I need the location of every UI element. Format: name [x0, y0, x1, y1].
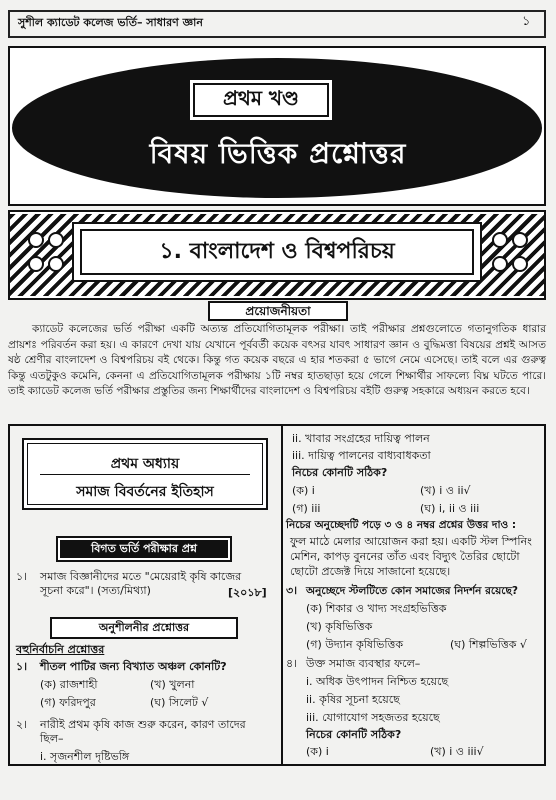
option-ii: ii. খাবার সংগ্রহের দায়িত্ব পালন	[292, 432, 430, 445]
decor-circle	[492, 256, 508, 272]
option-c: (গ) উদ্যান কৃষিভিত্তিক	[306, 638, 404, 651]
option-iii: iii. যোগাযোগ সহজতর হয়েছে	[306, 711, 440, 724]
option-a: (ক) রাজশাহী	[40, 678, 98, 691]
practice-label: অনুশীলনীর প্রশ্নোত্তর	[50, 617, 238, 639]
part-label: প্রথম খণ্ড	[193, 83, 329, 117]
question-number: ২।	[16, 718, 28, 731]
chapter-label: প্রথম অধ্যায়	[110, 456, 180, 472]
need-paragraph: ক্যাডেট কলেজের ভর্তি পরীক্ষা একটি অত্যন্ত প্রতিযোগিতামূলক পরীক্ষা। তাই পরীক্ষার প্রশ্নগুলোতে গতানুগতিক ধারার প্রায়শঃ পরিবর্তন করা হয়। এ কারণে দেখা যায় যেখানে পূর্ববর্তী কয়েক বৎসর যাবৎ সাধারণ জ্ঞান ও বুদ্ধিমত্তা বিষয়ের প্রশ্নই আসত ষষ্ঠ শ্রেণীর বাংলাদেশ ও বিশ্বপরিচয় বই থেকে। কিন্তু গত কয়েক বছরে এ হার শতকরা ৫ ভাগে নেমে এসেছে। তাই বলে এর গুরুত্ব কিন্তু এতটুকুও কমেনি, কেননা এ প্রতিযোগিতামূলক পরীক্ষায় ১টি নম্বর হাতছাড়া হয়ে গেলে শিক্ষার্থীর সাফল্যে বিঘ্ন ঘটতে পারে। তাই ক্যাডেট কলেজ ভর্তি পরীক্ষার প্রস্তুতির জন্য শিক্ষার্থীদের বাংলাদেশ ও বিশ্বপরিচয় বইটি গুরুত্ব সহকারে অধ্যয়ন করতে হবে।	[8, 323, 546, 397]
decor-circle	[28, 256, 44, 272]
column-divider	[281, 426, 283, 766]
option-d: (ঘ) i, ii ও iii	[420, 502, 480, 515]
option-c: (গ) iii	[292, 502, 321, 515]
which-correct: নিচের কোনটি সঠিক?	[292, 466, 388, 479]
option-b: (খ) i ও ii√	[420, 484, 471, 497]
stem-text: ফুল মাঠে মেলার আয়োজন করা হয়। একটি স্টল স্পিনিং মেশিন, কাপড় বুননের তাঁত এবং বিদ্যুৎ তৈরির ছোটো ছোটো প্রজেক্ট দিয়ে সাজানো হয়েছে।	[290, 535, 532, 578]
chapter-title-box	[72, 222, 482, 282]
question-text: নারীই প্রথম কৃষি কাজ শুরু করেন, কারণ তাদের ছিল–	[40, 718, 246, 745]
chapter-name: সমাজ বিবর্তনের ইতিহাস	[76, 484, 214, 500]
section-title: বিষয় ভিত্তিক প্রশ্নোত্তর	[149, 137, 407, 170]
frame-left	[8, 426, 10, 766]
option-d: (ঘ) সিলেট √	[150, 696, 209, 709]
question-text: অনুচ্ছেদে স্টলটিতে কোন সমাজের নিদর্শন রয়েছে?	[306, 585, 518, 597]
option-b: (খ) কৃষিভিত্তিক	[306, 620, 373, 633]
question-number: ১।	[16, 660, 28, 673]
decor-circle	[48, 256, 64, 272]
part-label-box	[188, 78, 334, 122]
question-year: [২০১৮]	[228, 586, 267, 599]
question-number: ১।	[16, 570, 28, 583]
option-d: (ঘ) শিল্পভিত্তিক √	[450, 638, 527, 651]
which-correct: নিচের কোনটি সঠিক?	[306, 728, 402, 741]
option-c: (গ) ফরিদপুর	[40, 696, 96, 709]
option-i: i. অধিক উৎপাদন নিশ্চিত হয়েছে	[306, 675, 449, 688]
question-text: শীতল পাটির জন্য বিখ্যাত অঞ্চল কোনটি?	[40, 660, 227, 673]
decor-circle	[512, 232, 528, 248]
option-a: (ক) শিকার ও খাদ্য সংগ্রহভিত্তিক	[306, 602, 447, 615]
option-a: (ক) i	[292, 484, 315, 497]
option-b: (খ) i ও iii√	[430, 745, 484, 758]
option-a: (ক) i	[306, 745, 329, 758]
option-iii: iii. দায়িত্ব পালনের বাধ্যবাধকতা	[292, 449, 431, 462]
need-heading: প্রয়োজনীয়তা	[208, 301, 348, 321]
page-number: ১	[522, 14, 531, 29]
question-number: ৪।	[286, 657, 298, 670]
frame-right	[544, 426, 546, 766]
chapter-heading-rule	[40, 474, 250, 475]
header-title: সুশীল ক্যাডেট কলেজ ভর্তি– সাধারণ জ্ঞান	[18, 16, 203, 29]
question-text: উক্ত সমাজ ব্যবস্থার ফলে–	[306, 657, 421, 670]
decor-circle	[512, 256, 528, 272]
divider	[8, 424, 546, 426]
prev-exam-label: বিগত ভর্তি পরীক্ষার প্রশ্ন	[60, 540, 228, 558]
decor-circle	[492, 232, 508, 248]
option-i: i. সৃজনশীল দৃষ্টিভঙ্গি	[40, 750, 130, 763]
mcq-label: বহুনির্বাচনি প্রশ্নোত্তর	[16, 643, 105, 656]
frame-bottom	[8, 764, 546, 766]
stem-instruction: নিচের অনুচ্ছেদটি পড়ে ৩ ও ৪ নম্বর প্রশ্নের উত্তর দাও :	[286, 519, 517, 531]
decor-circle	[28, 232, 44, 248]
chapter-title: ১. বাংলাদেশ ও বিশ্বপরিচয়	[80, 229, 474, 275]
question-text: সমাজ বিজ্ঞানীদের মতে "মেয়েরাই কৃষি কাজের সূচনা করে"। (সত্য/মিথ্যা)	[40, 570, 242, 597]
decor-circle	[48, 232, 64, 248]
option-b: (খ) খুলনা	[150, 678, 195, 691]
option-ii: ii. কৃষির সূচনা হয়েছে	[306, 693, 400, 706]
question-number: ৩।	[286, 584, 298, 597]
